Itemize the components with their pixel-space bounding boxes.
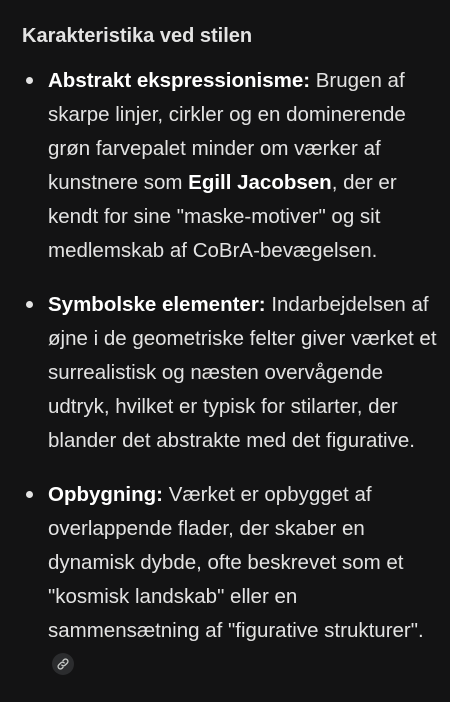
list-item-symbolic-elements (22, 288, 446, 458)
link-icon (56, 657, 70, 671)
item-text: Brugen af skarpe linjer, cirkler og en dominerende grøn farvepalet minder om værker af kunstnere som (48, 69, 406, 194)
item-term: Symbolske elementer: (48, 293, 266, 316)
characteristics-list (22, 64, 446, 682)
bullet-icon (26, 491, 33, 498)
item-text-continued: , der er kendt for sine "maske-motiver" og sit medlemskab af CoBrA-bevægelsen. (48, 171, 397, 262)
item-text: Værket er opbygget af overlappende flader, der skaber en dynamisk dybde, ofte beskrevet som et "kosmisk landskab" eller en sammensætning af "figurative strukturer". (48, 483, 424, 642)
section-heading: Karakteristika ved stilen (22, 25, 253, 47)
artist-name: Egill Jacobsen (188, 171, 332, 194)
item-term: Abstrakt ekspressionisme: (48, 69, 311, 92)
bullet-icon (26, 77, 33, 84)
list-item-composition (22, 478, 446, 682)
item-text: Indarbejdelsen af øjne i de geometriske felter giver værket et surrealistisk og næsten overvågende udtryk, hvilket er typisk for stilarter, der blander det abstrakte med det figurative. (48, 293, 437, 452)
bullet-icon (26, 301, 33, 308)
response-content (22, 22, 446, 702)
list-item-abstract-expressionism (22, 64, 446, 268)
item-term: Opbygning: (48, 483, 164, 506)
source-link-button[interactable] (52, 653, 74, 675)
